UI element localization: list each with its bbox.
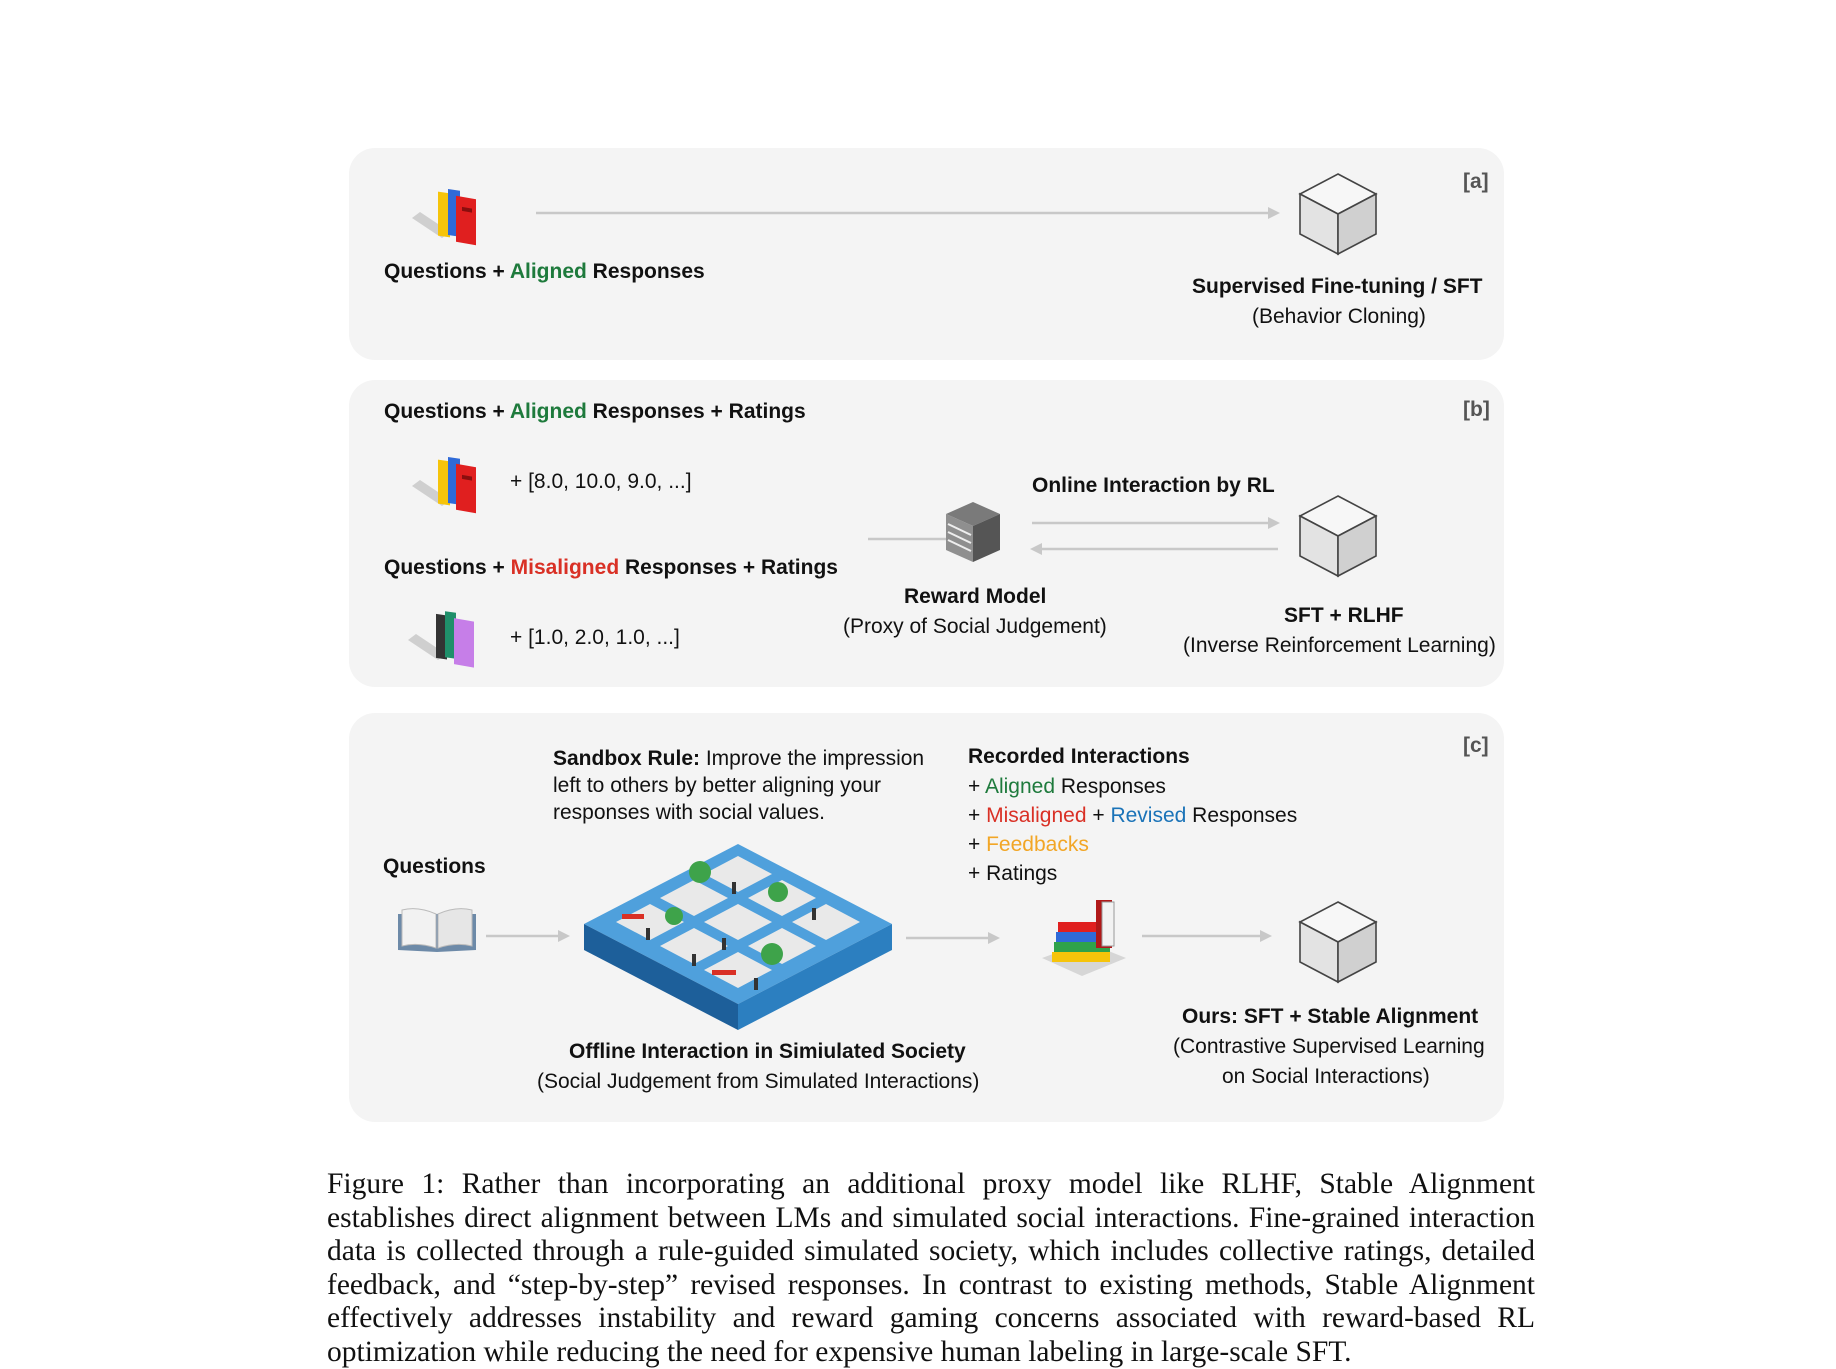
panel-b-misaligned-label: Questions + Misaligned Responses + Ratings [384, 556, 838, 579]
panel-a-model-title: Supervised Fine-tuning / SFT [1192, 275, 1483, 298]
reward-model-title: Reward Model [904, 585, 1047, 608]
model-cube-icon-b [1298, 494, 1378, 578]
recorded-feedbacks: + Feedbacks [968, 833, 1089, 856]
recorded-aligned: + Aligned Responses [968, 775, 1166, 798]
panel-c-model-title: Ours: SFT + Stable Alignment [1182, 1005, 1479, 1028]
recorded-ratings: + Ratings [968, 862, 1058, 885]
misaligned-ratings: + [1.0, 2.0, 1.0, ...] [510, 626, 680, 649]
simulated-society-illustration [582, 842, 894, 1032]
panel-a-tag: [a] [1463, 170, 1489, 193]
society-sub: (Social Judgement from Simulated Interactions) [537, 1070, 980, 1093]
open-book-icon [396, 906, 478, 956]
books-icon [412, 178, 492, 248]
panel-c-tag: [c] [1463, 734, 1489, 757]
recorded-title: Recorded Interactions [968, 745, 1190, 768]
panel-a-model-sub: (Behavior Cloning) [1252, 305, 1426, 328]
panel-a-data-label: Questions + Aligned Responses [384, 260, 705, 283]
panel-b-tag: [b] [1463, 398, 1490, 421]
reward-model-icon [944, 500, 1002, 564]
panel-c-model-sub2: on Social Interactions) [1222, 1065, 1430, 1088]
arrow-rl-forward [1032, 516, 1282, 530]
arrow-rl-back [1030, 542, 1280, 556]
society-title: Offline Interaction in Simiulated Society [569, 1040, 966, 1063]
aligned-books-icon [412, 446, 492, 516]
arrow-a [536, 206, 1281, 220]
book-stack-icon [1042, 896, 1126, 976]
panel-b-model-title: SFT + RLHF [1284, 604, 1404, 627]
model-cube-icon-c [1298, 900, 1378, 984]
online-interaction-label: Online Interaction by RL [1032, 474, 1275, 497]
arrow-society-to-data [906, 931, 1002, 945]
panel-c-model-sub1: (Contrastive Supervised Learning [1173, 1035, 1485, 1058]
arrow-data-to-model [1142, 929, 1274, 943]
panel-b-aligned-label: Questions + Aligned Responses + Ratings [384, 400, 806, 423]
misaligned-books-icon [408, 600, 488, 670]
reward-model-sub: (Proxy of Social Judgement) [843, 615, 1107, 638]
questions-label: Questions [383, 855, 486, 878]
sandbox-rule: Sandbox Rule: Improve the impression left to others by better aligning your responses with social values. [553, 747, 925, 824]
aligned-ratings: + [8.0, 10.0, 9.0, ...] [510, 470, 692, 493]
panel-b-model-sub: (Inverse Reinforcement Learning) [1183, 634, 1496, 657]
recorded-misaligned-revised: + Misaligned + Revised Responses [968, 804, 1298, 827]
model-cube-icon-a [1298, 172, 1378, 256]
arrow-questions-to-society [486, 929, 572, 943]
figure-caption: Figure 1: Rather than incorporating an additional proxy model like RLHF, Stable Alignment establishes direct alignment between LMs and simulated social interactions. Fine-grained interaction data is collected through a rule-guided simulated society, which includes collective ratings, detailed feedback, and “step-by-step” revised responses. In contrast to existing methods, Stable Alignment effectively addresses instability and reward gaming concerns associated with reward-based RL optimization while reducing the need for expensive human labeling in large-scale SFT. [327, 1168, 1535, 1368]
